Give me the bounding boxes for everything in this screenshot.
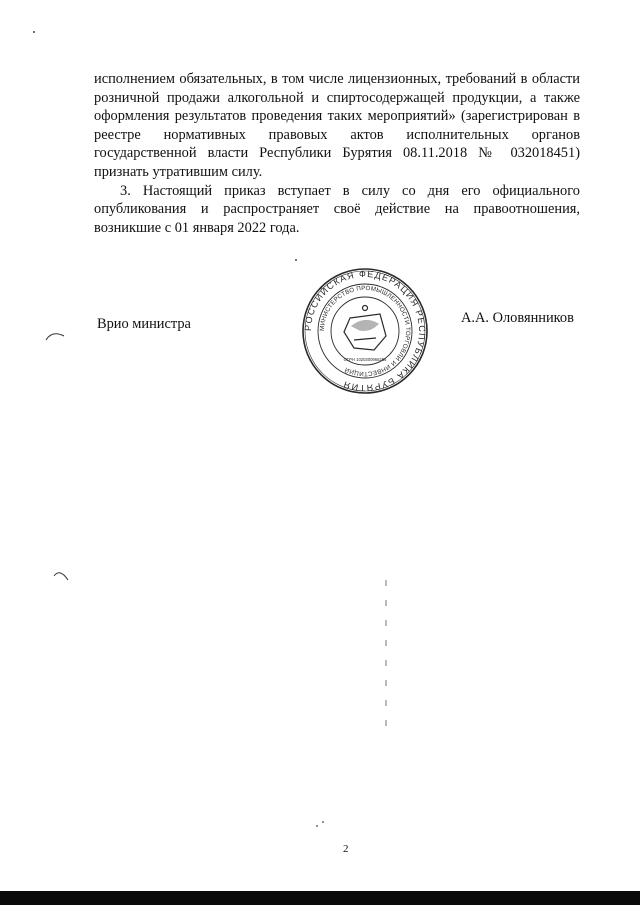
seal-inner-text: МИНИСТЕРСТВО ПРОМЫШЛЕННОСТИ ТОРГОВЛИ И ИНВЕСТИЦИЙ — [318, 284, 412, 378]
scan-mark-icon — [52, 566, 72, 584]
paragraph-continuation: исполнением обязательных, в том числе лицензионных, требований в области розничной продажи алкогольной и спиртосодержащей продукции, а также оформления результатов проведения таких мероприятий» (зарегистрирован в реестре нормативных правовых актов исполнительных органов государственной власти Республики Бурятия 08.11.2018 № 032018451) признать утратившим силу. — [94, 71, 580, 180]
signatory-position: Врио министра — [97, 316, 191, 332]
signature-block — [0, 0, 640, 450]
signatory-name: А.А. Оловянников — [461, 310, 574, 326]
paragraph-3: 3. Настоящий приказ вступает в силу со дня его официального опубликования и распространяет своё действие на правоотношения, возникшие с 01 января 2022 года. — [94, 182, 580, 236]
scan-mark-icon — [44, 328, 68, 342]
seal-outer-text: РОССИЙСКАЯ ФЕДЕРАЦИЯ РЕСПУБЛИКА БУРЯТИЯ — [302, 268, 428, 394]
scan-bottom-band — [0, 891, 640, 905]
scan-dot — [30, 28, 38, 36]
scan-dot — [314, 818, 328, 830]
seal-center-text: ОГРН 1020300966256 — [343, 357, 387, 362]
svg-text:МИНИСТЕРСТВО ПРОМЫШЛЕННОСТИ ТО — [319, 285, 411, 377]
page-number: 2 — [343, 843, 349, 855]
scan-dotted-line — [380, 570, 392, 750]
scan-dot — [292, 256, 300, 264]
seal-emblem-icon — [344, 306, 386, 351]
official-seal — [300, 266, 430, 396]
